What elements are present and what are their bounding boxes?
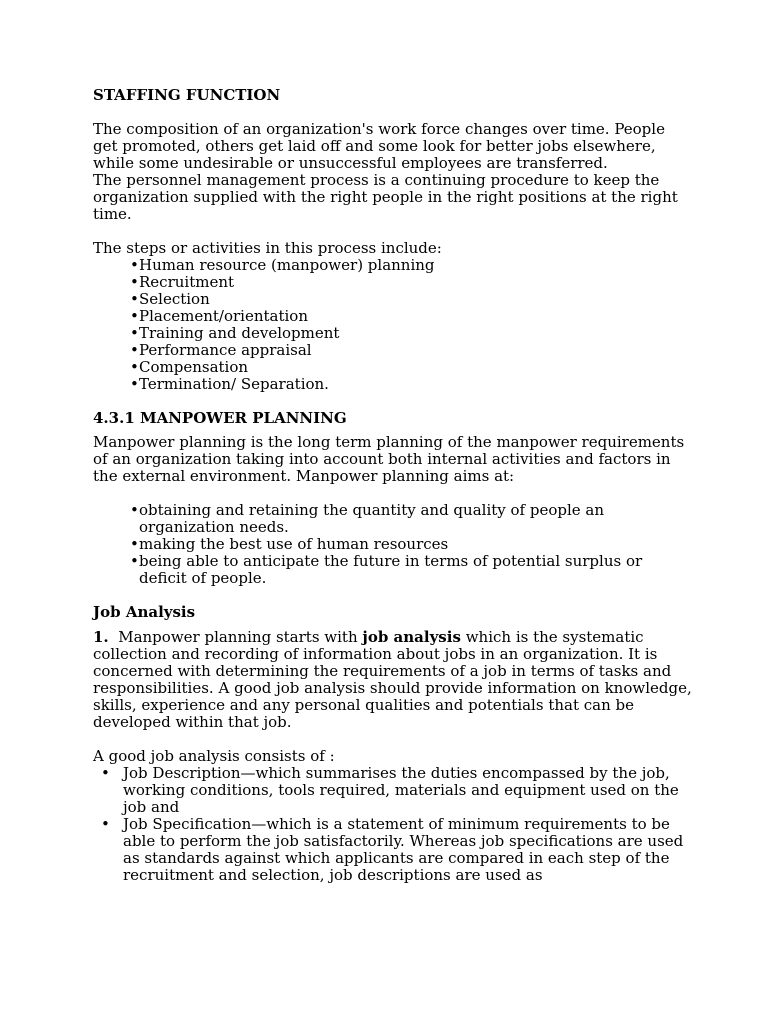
job-analysis-paragraph — [93, 629, 693, 731]
paragraph-text-rest: which is the systematic collection and recording of information about jobs in an organization. It is concerned with determining the requirements of a job in terms of tasks and responsibilities. A good job analysis should provide information on knowledge, skills, experience and any personal qualities and potentials that can be developed within that job. — [93, 628, 692, 731]
list-item-text: obtaining and retaining the quantity and quality of people an organization needs. — [139, 501, 605, 536]
bullet-icon: • — [130, 307, 139, 325]
list-item-text: Recruitment — [139, 273, 235, 291]
list-item — [93, 325, 693, 342]
list-item-text: Job Specification—which is a statement of minimum requirements to be able to perform the job satisfactorily. Whereas job specifications are used as standards against which applicants are compared in each step of the recruitment and selection, job descriptions are used as — [123, 815, 684, 884]
intro-paragraph-1: The composition of an organization's work force changes over time. People get promoted, others get laid off and some look for better jobs elsewhere, while some undesirable or unsuccessful employees are transferred. — [93, 120, 665, 172]
bullet-icon: • — [130, 375, 139, 393]
list-item-text: Selection — [139, 290, 210, 308]
bullet-icon: • — [130, 341, 139, 359]
bullet-icon: • — [130, 273, 139, 291]
list-item-text: Human resource (manpower) planning — [139, 256, 435, 274]
document-title: STAFFING FUNCTION — [93, 86, 281, 104]
aims-list — [93, 502, 693, 587]
bullet-icon: • — [130, 501, 139, 519]
paragraph-number: 1. — [93, 628, 109, 646]
bullet-icon: • — [130, 552, 139, 570]
list-item — [93, 342, 693, 359]
bullet-icon: • — [130, 535, 139, 553]
list-item — [93, 376, 693, 393]
bullet-icon: • — [101, 815, 110, 833]
job-analysis-consists-intro: A good job analysis consists of : — [93, 747, 335, 765]
list-item — [93, 502, 693, 536]
list-item — [93, 308, 693, 325]
list-item-text: Job Description—which summarises the duties encompassed by the job, working conditions, tools required, materials and equipment used on the job and — [123, 764, 679, 816]
intro-paragraph-2: The personnel management process is a continuing procedure to keep the organization supplied with the right people in the right positions at the right time. — [93, 171, 678, 223]
list-item-text: Compensation — [139, 358, 249, 376]
list-item — [93, 816, 693, 884]
list-item-text: being able to anticipate the future in terms of potential surplus or deficit of people. — [139, 552, 643, 587]
steps-list — [93, 257, 693, 393]
list-item — [93, 553, 693, 587]
list-item — [93, 765, 693, 816]
document-page — [93, 87, 693, 884]
bullet-icon: • — [130, 324, 139, 342]
list-item — [93, 274, 693, 291]
list-item — [93, 359, 693, 376]
bullet-icon: • — [101, 764, 110, 782]
manpower-planning-paragraph: Manpower planning is the long term planning of the manpower requirements of an organization taking into account both internal activities and factors in the external environment. Manpower planning aims at: — [93, 433, 685, 485]
list-item-text: Placement/orientation — [139, 307, 308, 325]
bullet-icon: • — [130, 358, 139, 376]
steps-intro: The steps or activities in this process include: — [93, 239, 442, 257]
list-item-text: making the best use of human resources — [139, 535, 449, 553]
bullet-icon: • — [130, 290, 139, 308]
job-analysis-list — [93, 765, 693, 884]
list-item-text: Termination/ Separation. — [139, 375, 329, 393]
list-item — [93, 291, 693, 308]
section-heading-job-analysis: Job Analysis — [93, 603, 196, 621]
list-item-text: Training and development — [139, 324, 340, 342]
paragraph-bold-term: job analysis — [362, 628, 461, 646]
bullet-icon: • — [130, 256, 139, 274]
section-heading-manpower-planning: 4.3.1 MANPOWER PLANNING — [93, 409, 347, 427]
list-item-text: Performance appraisal — [139, 341, 312, 359]
list-item — [93, 257, 693, 274]
paragraph-text-start: Manpower planning starts with — [118, 628, 358, 646]
list-item — [93, 536, 693, 553]
